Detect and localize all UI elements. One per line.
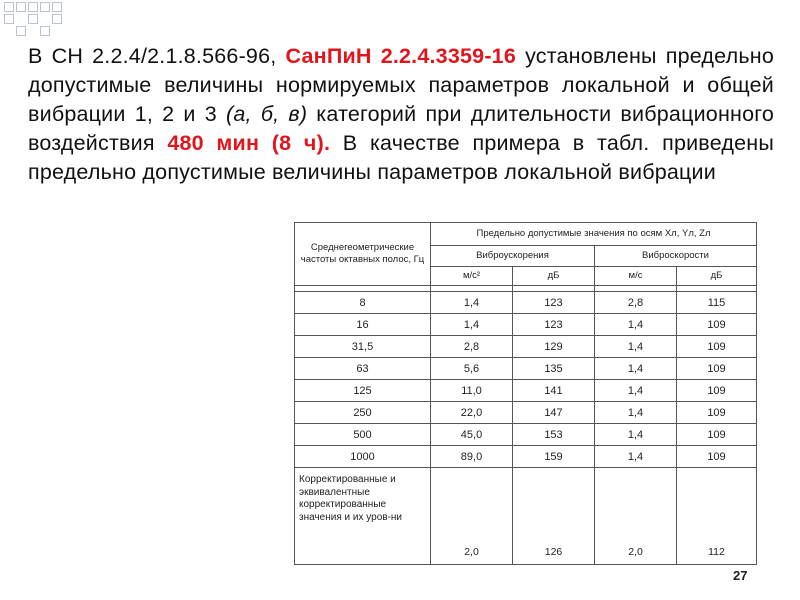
corner-grid-decoration bbox=[0, 0, 70, 40]
table-cell: 123 bbox=[513, 292, 595, 314]
table-row bbox=[295, 402, 757, 424]
table-cell: 16 bbox=[295, 314, 431, 336]
unit-header: дБ bbox=[677, 267, 757, 286]
table-cell: 115 bbox=[677, 292, 757, 314]
table-cell: 1,4 bbox=[595, 446, 677, 468]
table-cell: 109 bbox=[677, 336, 757, 358]
limit-values-header: Предельно допустимые значения по осям Xл, Yл, Zл bbox=[431, 223, 757, 246]
table-row bbox=[295, 424, 757, 446]
table-cell: 147 bbox=[513, 402, 595, 424]
table-cell: 2,8 bbox=[431, 336, 513, 358]
table-cell: 63 bbox=[295, 358, 431, 380]
sanpin-reference: СанПиН 2.2.4.3359-16 bbox=[285, 44, 516, 68]
table-cell: 159 bbox=[513, 446, 595, 468]
table-cell: 11,0 bbox=[431, 380, 513, 402]
table-row bbox=[295, 292, 757, 314]
table-cell: 22,0 bbox=[431, 402, 513, 424]
table-cell: 153 bbox=[513, 424, 595, 446]
text-seg5: категорий при длительности вибрационного воздействия bbox=[28, 102, 774, 155]
table-cell: 123 bbox=[513, 314, 595, 336]
table-cell: 109 bbox=[677, 402, 757, 424]
table-cell: 129 bbox=[513, 336, 595, 358]
table-cell: 89,0 bbox=[431, 446, 513, 468]
table-cell: 1,4 bbox=[431, 314, 513, 336]
table-cell: 109 bbox=[677, 314, 757, 336]
table-cell: 1000 bbox=[295, 446, 431, 468]
table-cell: 31,5 bbox=[295, 336, 431, 358]
table-cell: 135 bbox=[513, 358, 595, 380]
corrected-values-label: Корректированные и эквивалентные корректированные значения и их уров-ни bbox=[295, 468, 431, 565]
table-row bbox=[295, 336, 757, 358]
table-cell: 126 bbox=[513, 468, 595, 565]
table-cell: 125 bbox=[295, 380, 431, 402]
table-cell: 500 bbox=[295, 424, 431, 446]
table-cell: 2,0 bbox=[431, 468, 513, 565]
acceleration-group-header: Виброускорения bbox=[431, 246, 595, 267]
table-cell: 5,6 bbox=[431, 358, 513, 380]
table-cell: 1,4 bbox=[595, 402, 677, 424]
unit-header: м/с² bbox=[431, 267, 513, 286]
table-cell: 1,4 bbox=[595, 336, 677, 358]
table-row bbox=[295, 446, 757, 468]
table-row bbox=[295, 314, 757, 336]
table-cell: 1,4 bbox=[595, 358, 677, 380]
vibration-limits-table bbox=[294, 222, 757, 565]
table-cell: 109 bbox=[677, 424, 757, 446]
unit-header: дБ bbox=[513, 267, 595, 286]
table-cell: 1,4 bbox=[431, 292, 513, 314]
table-cell: 2,8 bbox=[595, 292, 677, 314]
table-row bbox=[295, 380, 757, 402]
table-cell: 250 bbox=[295, 402, 431, 424]
table-row bbox=[295, 358, 757, 380]
category-letters: (а, б, в) bbox=[226, 102, 308, 126]
text-seg7: В качестве примера в табл. приведены предельно допустимые величины параметров локальной вибрации bbox=[28, 131, 775, 184]
frequency-column-header: Среднегеометрические частоты октавных полос, Гц bbox=[295, 223, 431, 286]
table-cell: 1,4 bbox=[595, 314, 677, 336]
table-cell: 112 bbox=[677, 468, 757, 565]
page-number: 27 bbox=[733, 568, 748, 583]
table-cell: 109 bbox=[677, 380, 757, 402]
table-cell: 1,4 bbox=[595, 424, 677, 446]
text-seg3: установлены предельно допустимые величины нормируемых параметров локальной и общей вибрации 1, 2 и 3 bbox=[28, 44, 774, 126]
table-cell: 8 bbox=[295, 292, 431, 314]
table-cell: 45,0 bbox=[431, 424, 513, 446]
unit-header: м/с bbox=[595, 267, 677, 286]
table-cell: 141 bbox=[513, 380, 595, 402]
table-cell: 109 bbox=[677, 446, 757, 468]
intro-paragraph bbox=[28, 42, 774, 187]
table-cell: 2,0 bbox=[595, 468, 677, 565]
table-row bbox=[295, 468, 757, 565]
table-cell: 1,4 bbox=[595, 380, 677, 402]
table-cell: 109 bbox=[677, 358, 757, 380]
velocity-group-header: Виброскорости bbox=[595, 246, 757, 267]
text-seg1: В СН 2.2.4/2.1.8.566-96, bbox=[28, 44, 286, 68]
duration-highlight: 480 мин (8 ч). bbox=[167, 131, 331, 155]
